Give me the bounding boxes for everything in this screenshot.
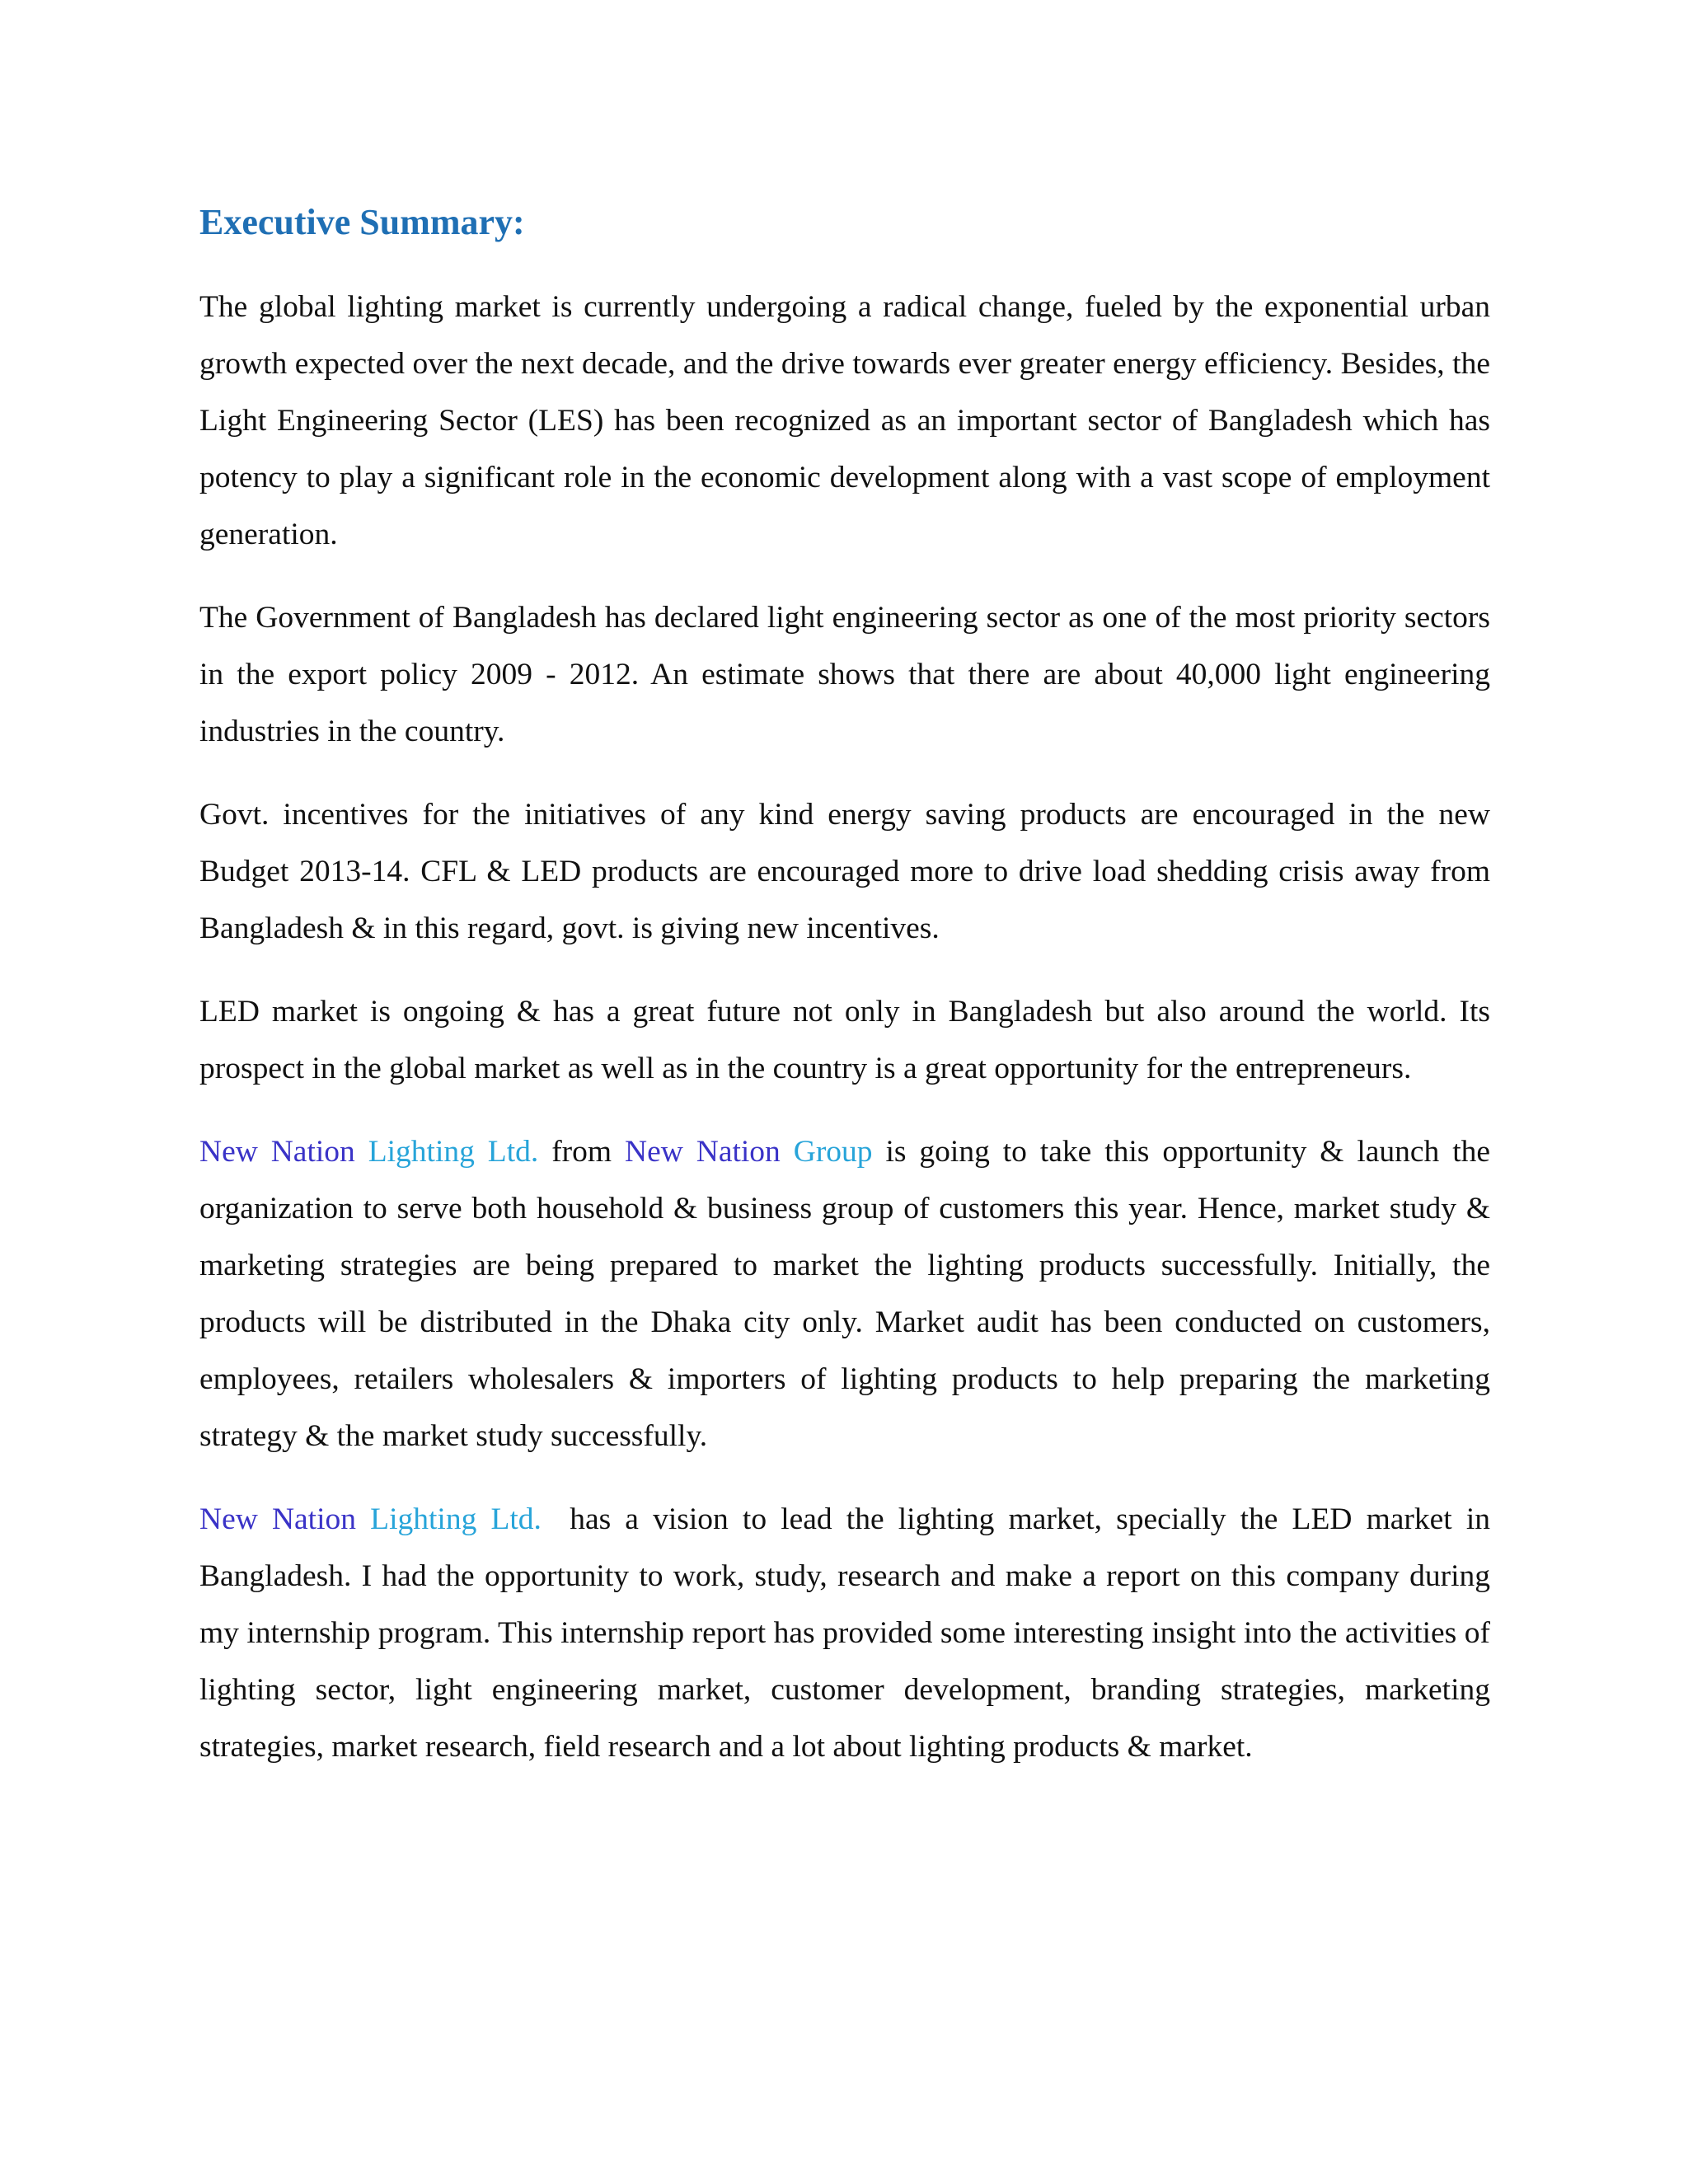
paragraph-text: from xyxy=(551,1135,612,1169)
paragraph-text: The Government of Bangladesh has declared light engineering sector as one of the most priority sectors in the export policy 2009 - 2012. An estimate shows that there are about 40,000 light engineering industries in the country. xyxy=(199,601,1490,748)
paragraph-government-priority xyxy=(199,589,1490,760)
group-name-part2: Group xyxy=(793,1135,873,1169)
paragraph-text: has a vision to lead the lighting market, specially the LED market in Bangladesh. I had the opportunity to work, study, research and make a report on this company during my internship program. This internship report has provided some interesting insight into the activities of lighting sector, light engineering market, customer development, branding strategies, marketing strategies, market research, field research and a lot about lighting products & market. xyxy=(199,1502,1490,1764)
paragraph-text: is going to take this opportunity & launch the organization to serve both household & business group of customers this year. Hence, market study & marketing strategies are being prepared to market the lighting products successfully. Initially, the products will be distributed in the Dhaka city only. Market audit has been conducted on customers, employees, retailers wholesalers & importers of lighting products to help preparing the marketing strategy & the market study successfully. xyxy=(199,1135,1491,1453)
document-content xyxy=(199,196,1490,1802)
company-name-part2: Lighting Ltd. xyxy=(370,1502,542,1536)
paragraph-company-launch xyxy=(199,1123,1490,1465)
paragraph-led-market xyxy=(199,983,1490,1097)
company-name-part1: New Nation xyxy=(199,1135,355,1169)
group-name-part1: New Nation xyxy=(625,1135,781,1169)
paragraph-govt-incentives xyxy=(199,786,1490,957)
paragraph-text: LED market is ongoing & has a great future not only in Bangladesh but also around the world. Its prospect in the global market as well as in the country is a great opportunity for the entrepreneurs. xyxy=(199,995,1490,1085)
section-heading: Executive Summary: xyxy=(199,202,525,242)
paragraph-text: Govt. incentives for the initiatives of any kind energy saving products are encouraged in the new Budget 2013-14. CFL & LED products are encouraged more to drive load shedding crisis away from Bangladesh & in this regard, govt. is giving new incentives. xyxy=(199,798,1490,945)
paragraph-global-lighting-market xyxy=(199,279,1490,563)
company-name-part1: New Nation xyxy=(199,1502,357,1536)
paragraph-company-vision xyxy=(199,1491,1490,1775)
paragraph-text: The global lighting market is currently undergoing a radical change, fueled by the exponential urban growth expected over the next decade, and the drive towards ever greater energy efficiency. Besides, the Light Engineering Sector (LES) has been recognized as an important sector of Bangladesh which has potency to play a significant role in the economic development along with a vast scope of employment generation. xyxy=(199,290,1490,551)
company-name-part2: Lighting Ltd. xyxy=(368,1135,539,1169)
